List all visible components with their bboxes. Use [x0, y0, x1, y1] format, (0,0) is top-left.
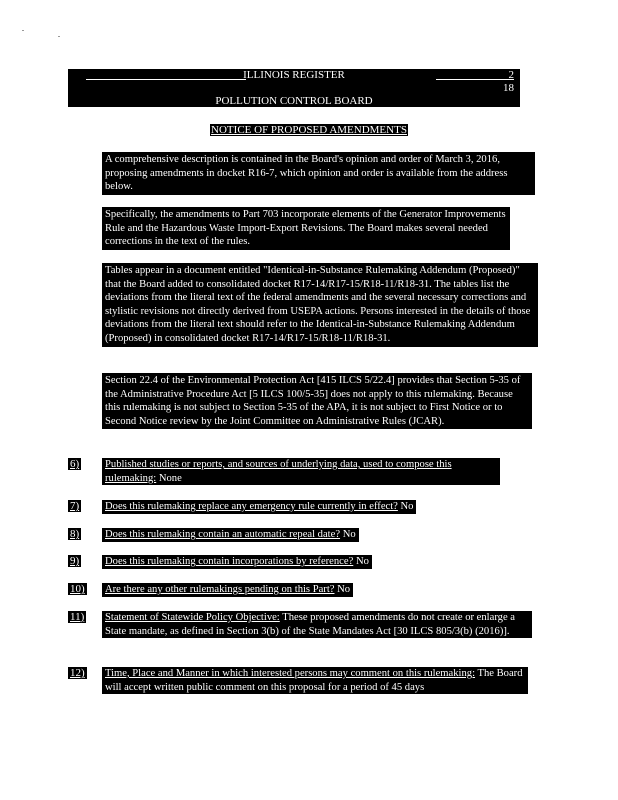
- item-12-text: Time, Place and Manner in which interested persons may comment on this rulemaking: The Board will accept written public comment on this proposal for a period of 45 days: [102, 667, 528, 694]
- scan-speck: [58, 36, 60, 37]
- notice-title: NOTICE OF PROPOSED AMENDMENTS: [211, 124, 407, 136]
- register-header: [68, 69, 520, 107]
- paragraph-description: A comprehensive description is contained in the Board's opinion and order of March 3, 2016, proposing amendments in docket R16-7, which opinion and order is available from the address below.: [102, 152, 535, 195]
- item-number-10: 10): [70, 583, 85, 595]
- header-rule-right: [436, 79, 514, 80]
- item-8-text: Does this rulemaking contain an automatic repeal date? No: [102, 528, 359, 542]
- item-6-text: Published studies or reports, and sources of underlying data, used to compose this rulemaking: None: [102, 458, 500, 485]
- item-number-9: 9): [70, 555, 80, 567]
- item-number-7: 7): [70, 500, 80, 512]
- paragraph-section-22-4: Section 22.4 of the Environmental Protection Act [415 ILCS 5/22.4] provides that Section 5-35 of the Administrative Procedure Act [5 ILCS 100/5-35] does not apply to this rulemaking. Because this rulemaking is not subject to Section 5-35 of the APA, it is not subject to First Notice or to Second Notice review by the Joint Committee on Administrative Rules (JCAR).: [102, 373, 532, 429]
- item-11-text: Statement of Statewide Policy Objective: These proposed amendments do not create or enlarge a State mandate, as defined in Section 3(b) of the State Mandates Act [30 ILCS 805/3(b) (2016)].: [102, 611, 532, 638]
- item-9-text: Does this rulemaking contain incorporations by reference? No: [102, 555, 372, 569]
- item-10-text: Are there any other rulemakings pending on this Part? No: [102, 583, 353, 597]
- page-number-b: 18: [503, 82, 514, 94]
- item-number-6: 6): [70, 458, 80, 470]
- scan-speck: [22, 30, 24, 31]
- page-number-a: 2: [508, 69, 514, 81]
- item-number-11: 11): [70, 611, 85, 623]
- paragraph-tables: Tables appear in a document entitled "Identical-in-Substance Rulemaking Addendum (Proposed)" that the Board added to consolidated docket R17-14/R17-15/R18-11/R18-31. The tables list the deviations from the literal text of the federal amendments and the several necessary corrections and stylistic revisions not directly derived from USEPA actions. Persons interested in the details of those deviations from the literal text should refer to the Identical-in-Substance Rulemaking Addendum (Proposed) in consolidated docket R17-14/R17-15/R18-11/R18-31.: [102, 263, 538, 347]
- item-number-8: 8): [70, 528, 80, 540]
- paragraph-specifics: Specifically, the amendments to Part 703 incorporate elements of the Generator Improvements Rule and the Hazardous Waste Import-Export Revisions. The Board makes several needed corrections in the text of the rules.: [102, 207, 510, 250]
- item-number-12: 12): [70, 667, 85, 679]
- board-name: POLLUTION CONTROL BOARD: [215, 95, 373, 107]
- item-7-text: Does this rulemaking replace any emergency rule currently in effect? No: [102, 500, 416, 514]
- register-title: ILLINOIS REGISTER: [243, 69, 345, 81]
